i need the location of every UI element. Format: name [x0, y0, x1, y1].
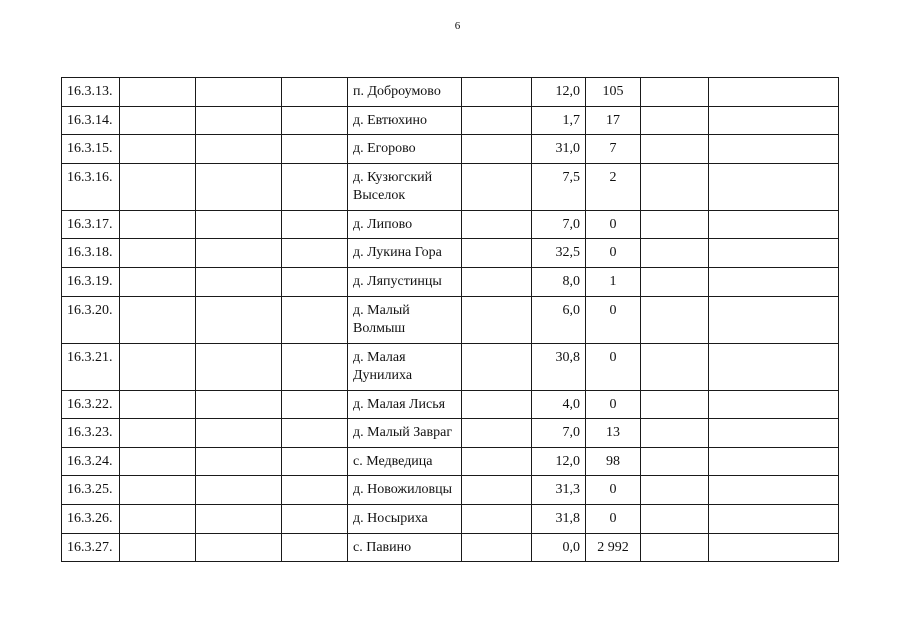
- distance-cell: 0,0: [532, 533, 586, 562]
- settlement-name-cell: с. Медведица: [348, 447, 462, 476]
- distance-cell: 6,0: [532, 296, 586, 343]
- population-cell: 17: [586, 106, 641, 135]
- distance-cell: 30,8: [532, 343, 586, 390]
- distance-cell: 1,7: [532, 106, 586, 135]
- empty-cell: [709, 419, 839, 448]
- empty-cell: [196, 504, 282, 533]
- table-row: [62, 504, 839, 533]
- empty-cell: [641, 343, 709, 390]
- table-row: [62, 419, 839, 448]
- empty-cell: [120, 504, 196, 533]
- row-number-cell: 16.3.17.: [62, 210, 120, 239]
- empty-cell: [641, 163, 709, 210]
- row-number-cell: 16.3.25.: [62, 476, 120, 505]
- empty-cell: [282, 343, 348, 390]
- empty-cell: [196, 78, 282, 107]
- settlement-name-cell: д. Малая Дунилиха: [348, 343, 462, 390]
- empty-cell: [462, 267, 532, 296]
- empty-cell: [120, 106, 196, 135]
- empty-cell: [641, 267, 709, 296]
- population-cell: 105: [586, 78, 641, 107]
- empty-cell: [282, 78, 348, 107]
- empty-cell: [282, 447, 348, 476]
- empty-cell: [709, 106, 839, 135]
- population-cell: 0: [586, 476, 641, 505]
- empty-cell: [120, 239, 196, 268]
- row-number-cell: 16.3.20.: [62, 296, 120, 343]
- empty-cell: [196, 476, 282, 505]
- table-row: [62, 135, 839, 164]
- row-number-cell: 16.3.26.: [62, 504, 120, 533]
- empty-cell: [641, 210, 709, 239]
- empty-cell: [462, 106, 532, 135]
- row-number-cell: 16.3.22.: [62, 390, 120, 419]
- table-row: [62, 78, 839, 107]
- settlement-name-cell: д. Малый Завраг: [348, 419, 462, 448]
- population-cell: 13: [586, 419, 641, 448]
- empty-cell: [462, 163, 532, 210]
- empty-cell: [709, 343, 839, 390]
- row-number-cell: 16.3.18.: [62, 239, 120, 268]
- settlement-name-cell: д. Новожиловцы: [348, 476, 462, 505]
- empty-cell: [282, 163, 348, 210]
- population-cell: 0: [586, 343, 641, 390]
- table-row: [62, 267, 839, 296]
- settlement-name-cell: д. Липово: [348, 210, 462, 239]
- distance-cell: 7,0: [532, 419, 586, 448]
- empty-cell: [282, 419, 348, 448]
- table-body: [62, 78, 839, 562]
- population-cell: 0: [586, 239, 641, 268]
- empty-cell: [120, 533, 196, 562]
- settlement-name-cell: д. Егорово: [348, 135, 462, 164]
- empty-cell: [196, 343, 282, 390]
- empty-cell: [120, 210, 196, 239]
- table-row: [62, 210, 839, 239]
- settlement-name-cell: п. Доброумово: [348, 78, 462, 107]
- empty-cell: [709, 447, 839, 476]
- distance-cell: 31,8: [532, 504, 586, 533]
- distance-cell: 32,5: [532, 239, 586, 268]
- empty-cell: [462, 296, 532, 343]
- empty-cell: [196, 163, 282, 210]
- empty-cell: [709, 296, 839, 343]
- empty-cell: [641, 239, 709, 268]
- settlement-name-cell: д. Евтюхино: [348, 106, 462, 135]
- empty-cell: [709, 135, 839, 164]
- empty-cell: [196, 533, 282, 562]
- distance-cell: 7,5: [532, 163, 586, 210]
- empty-cell: [282, 210, 348, 239]
- empty-cell: [282, 296, 348, 343]
- settlement-name-cell: д. Ляпустинцы: [348, 267, 462, 296]
- empty-cell: [462, 419, 532, 448]
- empty-cell: [282, 390, 348, 419]
- empty-cell: [196, 267, 282, 296]
- table-row: [62, 447, 839, 476]
- settlement-name-cell: д. Носыриха: [348, 504, 462, 533]
- empty-cell: [709, 78, 839, 107]
- page-number: 6: [454, 20, 461, 32]
- empty-cell: [462, 343, 532, 390]
- row-number-cell: 16.3.27.: [62, 533, 120, 562]
- table-row: [62, 390, 839, 419]
- empty-cell: [709, 390, 839, 419]
- row-number-cell: 16.3.24.: [62, 447, 120, 476]
- empty-cell: [120, 296, 196, 343]
- empty-cell: [462, 78, 532, 107]
- row-number-cell: 16.3.14.: [62, 106, 120, 135]
- settlement-name-cell: д. Кузюгский Выселок: [348, 163, 462, 210]
- row-number-cell: 16.3.13.: [62, 78, 120, 107]
- empty-cell: [462, 390, 532, 419]
- distance-cell: 8,0: [532, 267, 586, 296]
- empty-cell: [462, 447, 532, 476]
- table-row: [62, 239, 839, 268]
- empty-cell: [282, 504, 348, 533]
- row-number-cell: 16.3.21.: [62, 343, 120, 390]
- population-cell: 2: [586, 163, 641, 210]
- empty-cell: [462, 504, 532, 533]
- empty-cell: [196, 210, 282, 239]
- empty-cell: [196, 390, 282, 419]
- empty-cell: [120, 163, 196, 210]
- empty-cell: [120, 135, 196, 164]
- distance-cell: 31,0: [532, 135, 586, 164]
- empty-cell: [196, 296, 282, 343]
- empty-cell: [282, 106, 348, 135]
- settlements-table: [61, 77, 839, 562]
- distance-cell: 7,0: [532, 210, 586, 239]
- empty-cell: [120, 267, 196, 296]
- empty-cell: [462, 476, 532, 505]
- distance-cell: 12,0: [532, 447, 586, 476]
- row-number-cell: 16.3.15.: [62, 135, 120, 164]
- empty-cell: [709, 476, 839, 505]
- empty-cell: [641, 533, 709, 562]
- empty-cell: [120, 78, 196, 107]
- settlement-name-cell: д. Лукина Гора: [348, 239, 462, 268]
- table-row: [62, 533, 839, 562]
- table-row: [62, 343, 839, 390]
- empty-cell: [641, 504, 709, 533]
- empty-cell: [196, 419, 282, 448]
- empty-cell: [196, 447, 282, 476]
- empty-cell: [120, 390, 196, 419]
- distance-cell: 12,0: [532, 78, 586, 107]
- population-cell: 7: [586, 135, 641, 164]
- empty-cell: [641, 390, 709, 419]
- settlement-name-cell: д. Малая Лисья: [348, 390, 462, 419]
- empty-cell: [641, 106, 709, 135]
- row-number-cell: 16.3.16.: [62, 163, 120, 210]
- empty-cell: [641, 419, 709, 448]
- empty-cell: [641, 78, 709, 107]
- empty-cell: [120, 476, 196, 505]
- empty-cell: [462, 239, 532, 268]
- population-cell: 98: [586, 447, 641, 476]
- empty-cell: [709, 163, 839, 210]
- row-number-cell: 16.3.19.: [62, 267, 120, 296]
- population-cell: 0: [586, 210, 641, 239]
- population-cell: 0: [586, 296, 641, 343]
- settlement-name-cell: д. Малый Волмыш: [348, 296, 462, 343]
- distance-cell: 31,3: [532, 476, 586, 505]
- empty-cell: [709, 504, 839, 533]
- population-cell: 0: [586, 504, 641, 533]
- table-row: [62, 106, 839, 135]
- table-row: [62, 296, 839, 343]
- empty-cell: [196, 239, 282, 268]
- empty-cell: [282, 135, 348, 164]
- empty-cell: [282, 239, 348, 268]
- table-row: [62, 163, 839, 210]
- empty-cell: [282, 267, 348, 296]
- empty-cell: [462, 533, 532, 562]
- empty-cell: [641, 135, 709, 164]
- empty-cell: [641, 476, 709, 505]
- empty-cell: [641, 447, 709, 476]
- table-row: [62, 476, 839, 505]
- empty-cell: [120, 343, 196, 390]
- empty-cell: [709, 239, 839, 268]
- empty-cell: [709, 210, 839, 239]
- empty-cell: [709, 267, 839, 296]
- empty-cell: [641, 296, 709, 343]
- empty-cell: [120, 447, 196, 476]
- population-cell: 2 992: [586, 533, 641, 562]
- population-cell: 1: [586, 267, 641, 296]
- empty-cell: [196, 135, 282, 164]
- empty-cell: [462, 135, 532, 164]
- empty-cell: [709, 533, 839, 562]
- population-cell: 0: [586, 390, 641, 419]
- empty-cell: [462, 210, 532, 239]
- distance-cell: 4,0: [532, 390, 586, 419]
- empty-cell: [282, 476, 348, 505]
- empty-cell: [120, 419, 196, 448]
- empty-cell: [196, 106, 282, 135]
- row-number-cell: 16.3.23.: [62, 419, 120, 448]
- settlement-name-cell: с. Павино: [348, 533, 462, 562]
- empty-cell: [282, 533, 348, 562]
